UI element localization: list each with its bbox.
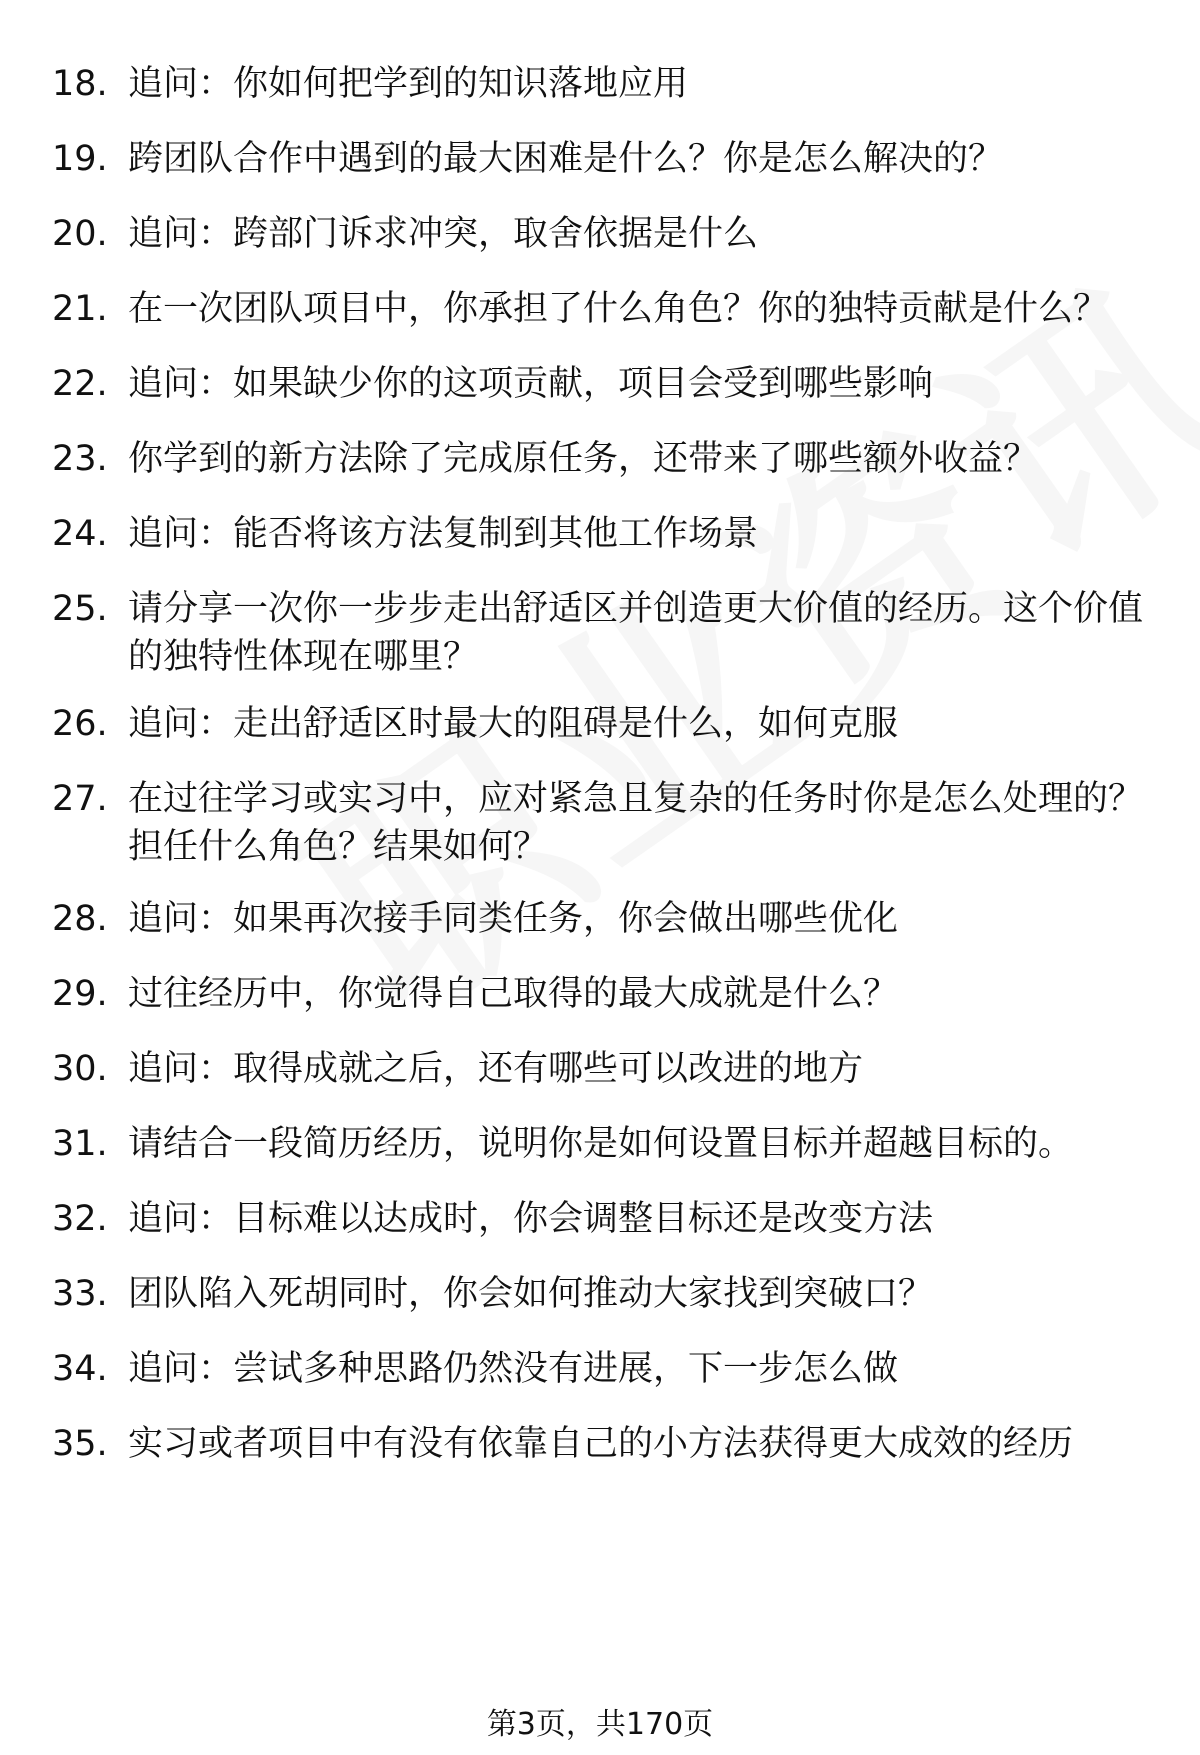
question-number: 23. [52,439,108,479]
question-number: 19. [52,139,108,179]
question-text: 实习或者项目中有没有依靠自己的小方法获得更大成效的经历 [128,1424,1074,1464]
question-number: 20. [52,214,108,254]
question-text: 追问：尝试多种思路仍然没有进展，下一步怎么做 [128,1349,899,1389]
question-text: 你学到的新方法除了完成原任务，还带来了哪些额外收益？ [128,439,1039,479]
question-number: 22. [52,364,108,404]
question-number: 28. [52,899,108,939]
question-number: 26. [52,704,108,744]
question-text: 追问：能否将该方法复制到其他工作场景 [128,514,759,554]
question-number: 24. [52,514,108,554]
question-text: 追问：取得成就之后，还有哪些可以改进的地方 [128,1049,864,1089]
question-text: 追问：走出舒适区时最大的阻碍是什么，如何克服 [128,704,899,744]
question-text: 在一次团队项目中，你承担了什么角色？你的独特贡献是什么？ [128,289,1109,329]
question-number: 25. [52,589,108,629]
question-number: 32. [52,1199,108,1239]
question-number: 27. [52,779,108,819]
question-number: 21. [52,289,108,329]
question-number: 30. [52,1049,108,1089]
question-number: 35. [52,1424,108,1464]
question-number: 18. [52,64,108,104]
question-number: 34. [52,1349,108,1389]
question-text: 请结合一段简历经历，说明你是如何设置目标并超越目标的。 [128,1124,1074,1164]
question-text: 追问：目标难以达成时，你会调整目标还是改变方法 [128,1199,934,1239]
question-text: 在过往学习或实习中，应对紧急且复杂的任务时你是怎么处理的？担任什么角色？结果如何？ [128,779,1144,867]
question-text: 追问：你如何把学到的知识落地应用 [128,64,689,104]
question-number: 31. [52,1124,108,1164]
question-text: 过往经历中，你觉得自己取得的最大成就是什么？ [128,974,899,1014]
page-footer: 第3页，共170页 [486,1707,714,1742]
question-text: 追问：如果缺少你的这项贡献，项目会受到哪些影响 [128,364,934,404]
question-number: 33. [52,1274,108,1314]
question-number: 29. [52,974,108,1014]
question-text: 追问：跨部门诉求冲突，取舍依据是什么 [128,214,759,254]
question-text: 团队陷入死胡同时，你会如何推动大家找到突破口？ [128,1274,934,1314]
question-text: 请分享一次你一步步走出舒适区并创造更大价值的经历。这个价值的独特性体现在哪里？ [128,589,1144,677]
question-text: 追问：如果再次接手同类任务，你会做出哪些优化 [128,899,899,939]
question-text: 跨团队合作中遇到的最大困难是什么？你是怎么解决的？ [128,139,1004,179]
